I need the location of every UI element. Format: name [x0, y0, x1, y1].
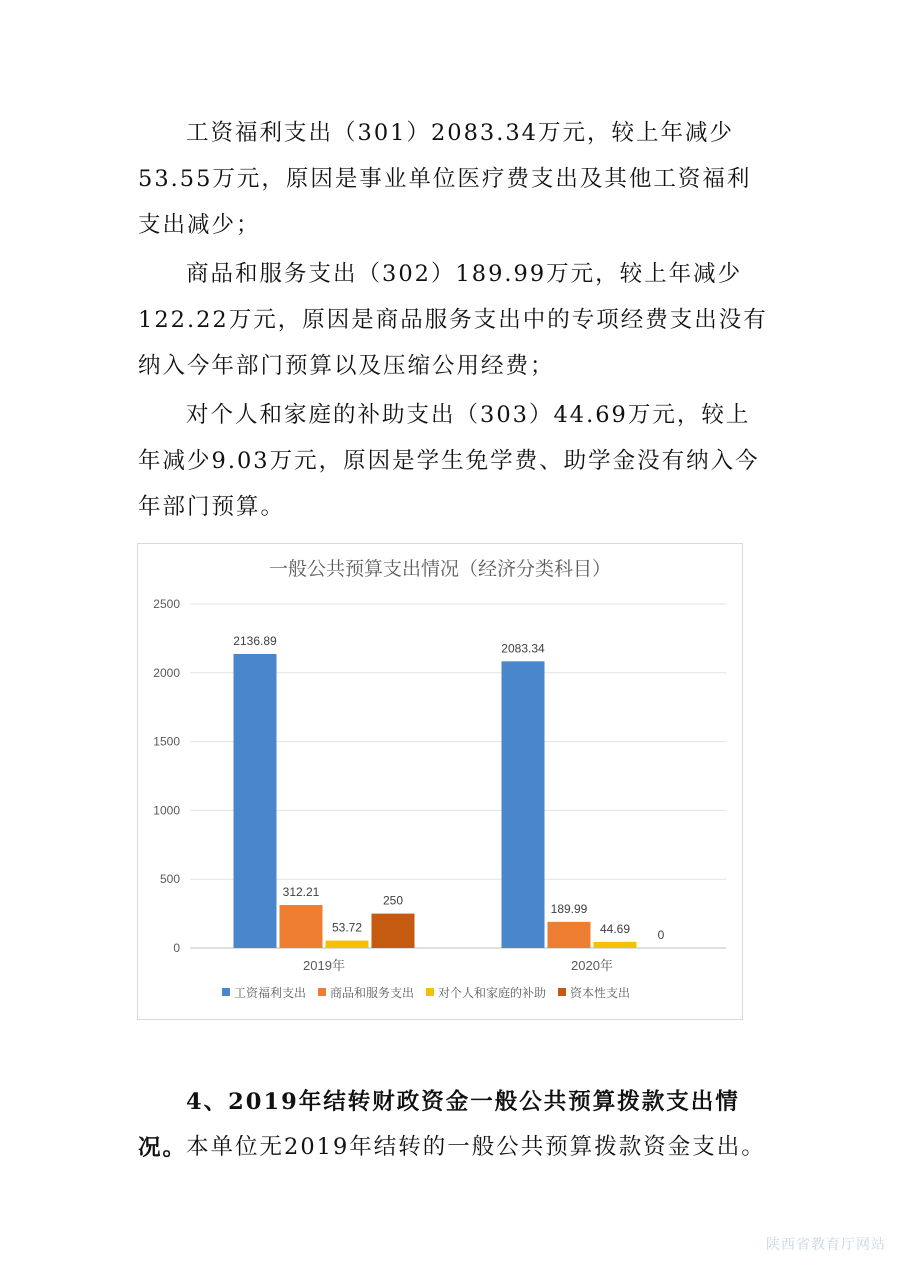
legend-swatch — [426, 988, 434, 996]
y-tick-label: 2500 — [153, 597, 180, 611]
legend-label: 对个人和家庭的补助 — [438, 986, 547, 1000]
legend-swatch — [318, 988, 326, 996]
y-tick-label: 500 — [159, 872, 180, 887]
chart-svg — [138, 544, 742, 1019]
legend-label: 资本性支出 — [570, 986, 631, 1000]
expenditure-chart — [137, 543, 743, 1020]
data-label: 189.99 — [550, 901, 588, 916]
data-label: 2136.89 — [233, 633, 277, 648]
bar — [548, 922, 591, 948]
paragraph-goods-services — [138, 251, 768, 389]
y-tick-label: 0 — [173, 941, 180, 955]
section-4-heading-text: 4、2019年结转财政资金一般公共预算拨款支出情况。 — [138, 1089, 740, 1161]
data-label: 44.69 — [599, 921, 631, 936]
bar — [372, 914, 415, 948]
bar — [326, 941, 369, 948]
data-label: 2083.34 — [501, 641, 545, 656]
data-label: 53.72 — [331, 920, 363, 935]
legend-swatch — [558, 988, 566, 996]
section-4-body-text: 本单位无2019年结转的一般公共预算拨款资金支出。 — [186, 1134, 766, 1160]
y-tick-label: 2000 — [153, 665, 180, 680]
chart-title: 一般公共预算支出情况（经济分类科目） — [268, 559, 612, 580]
paragraph-salary — [138, 110, 768, 248]
bar — [234, 654, 277, 948]
x-category-label: 2020年 — [571, 958, 613, 973]
x-category-label: 2019年 — [303, 958, 345, 973]
paragraph-subsidy-text: 对个人和家庭的补助支出（303）44.69万元，较上年减少9.03万元，原因是学生免学费、助学金没有纳入今年部门预算。 — [138, 402, 760, 520]
watermark: 陕西省教育厅网站 — [766, 1237, 886, 1253]
data-label: 250 — [382, 893, 404, 908]
legend-label: 商品和服务支出 — [330, 986, 415, 1000]
data-label: 312.21 — [282, 885, 320, 900]
y-tick-label: 1500 — [153, 734, 180, 749]
bar — [502, 661, 545, 948]
bar — [280, 905, 323, 948]
section-4-body — [138, 1124, 768, 1170]
legend-label: 工资福利支出 — [234, 986, 307, 1000]
data-label: 0 — [657, 928, 665, 942]
paragraph-subsidy — [138, 392, 768, 530]
y-tick-label: 1000 — [153, 803, 180, 818]
paragraph-goods-services-text: 商品和服务支出（302）189.99万元，较上年减少122.22万元，原因是商品服务支出中的专项经费支出没有纳入今年部门预算以及压缩公用经费； — [138, 261, 768, 379]
paragraph-salary-text: 工资福利支出（301）2083.34万元，较上年减少53.55万元，原因是事业单位医疗费支出及其他工资福利支出减少； — [138, 120, 752, 238]
bar — [594, 942, 637, 948]
legend-swatch — [222, 988, 230, 996]
